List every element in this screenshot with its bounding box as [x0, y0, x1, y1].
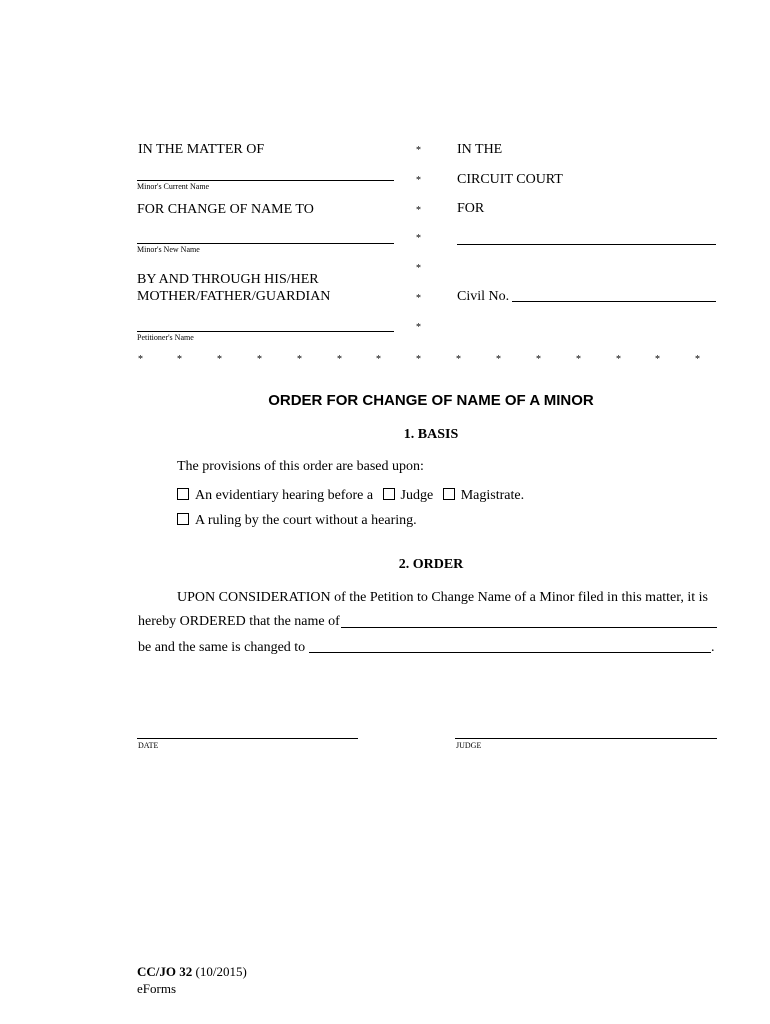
- ruling-without-hearing-label: A ruling by the court without a hearing.: [195, 513, 417, 528]
- mother-father-guardian-label: MOTHER/FATHER/GUARDIAN: [137, 289, 331, 304]
- form-code-date: (10/2015): [195, 964, 247, 979]
- divider-star: *: [655, 354, 660, 365]
- county-field[interactable]: [457, 244, 716, 245]
- judge-signature-field[interactable]: [455, 738, 717, 739]
- basis-intro: The provisions of this order are based upon:: [177, 459, 424, 474]
- ruling-without-hearing-checkbox[interactable]: [177, 513, 189, 525]
- by-and-through-label: BY AND THROUGH HIS/HER: [137, 272, 319, 287]
- divider-star: *: [695, 354, 700, 365]
- divider-star: *: [576, 354, 581, 365]
- magistrate-checkbox-label: Magistrate.: [460, 488, 525, 503]
- minors-new-name-field[interactable]: [137, 243, 394, 244]
- form-code-number: CC/JO 32: [137, 964, 193, 979]
- caption-separator-star: *: [416, 322, 421, 333]
- petitioners-name-field[interactable]: [137, 331, 394, 332]
- basis-heading: 1. BASIS: [403, 427, 459, 442]
- for-label: FOR: [457, 201, 485, 216]
- basis-option-no-hearing: [177, 513, 417, 529]
- caption-separator-star: *: [416, 175, 421, 186]
- basis-option-hearing: [177, 488, 524, 504]
- new-name-field[interactable]: [309, 652, 711, 653]
- circuit-court-label: CIRCUIT COURT: [457, 172, 563, 187]
- judge-checkbox[interactable]: [383, 488, 395, 500]
- order-paragraph-line1: UPON CONSIDERATION of the Petition to Change Name of a Minor filed in this matter, it is: [177, 590, 708, 605]
- order-heading: 2. ORDER: [398, 557, 464, 572]
- civil-no-field[interactable]: [512, 301, 716, 302]
- form-code: [137, 964, 247, 979]
- order-paragraph-line2: hereby ORDERED that the name of: [138, 614, 340, 629]
- in-the-matter-of-label: IN THE MATTER OF: [138, 142, 265, 157]
- for-change-of-name-label: FOR CHANGE OF NAME TO: [137, 202, 314, 217]
- in-the-label: IN THE: [457, 142, 503, 157]
- judge-label: JUDGE: [456, 741, 482, 750]
- divider-star: *: [536, 354, 541, 365]
- caption-separator-star: *: [416, 145, 421, 156]
- caption-separator-star: *: [416, 293, 421, 304]
- divider-star: *: [616, 354, 621, 365]
- order-paragraph-line3: be and the same is changed to: [138, 640, 306, 655]
- evidentiary-hearing-checkbox[interactable]: [177, 488, 189, 500]
- caption-separator-star: *: [416, 263, 421, 274]
- minors-current-name-label: Minor's Current Name: [137, 182, 210, 191]
- star-divider: [0, 355, 770, 365]
- order-period: .: [711, 640, 715, 655]
- magistrate-checkbox[interactable]: [443, 488, 455, 500]
- civil-no-label: Civil No.: [457, 289, 510, 304]
- divider-star: *: [177, 354, 182, 365]
- eforms-label: eForms: [137, 981, 176, 996]
- judge-checkbox-label: Judge: [400, 488, 434, 503]
- divider-star: *: [138, 354, 143, 365]
- page-title: ORDER FOR CHANGE OF NAME OF A MINOR: [268, 392, 594, 409]
- date-label: DATE: [138, 741, 159, 750]
- divider-star: *: [496, 354, 501, 365]
- divider-star: *: [217, 354, 222, 365]
- minors-new-name-label: Minor's New Name: [137, 245, 200, 254]
- divider-star: *: [337, 354, 342, 365]
- current-name-field[interactable]: [341, 627, 717, 628]
- divider-star: *: [376, 354, 381, 365]
- divider-star: *: [297, 354, 302, 365]
- divider-star: *: [456, 354, 461, 365]
- evidentiary-hearing-label: An evidentiary hearing before a: [195, 488, 374, 503]
- divider-star: *: [257, 354, 262, 365]
- date-field[interactable]: [137, 738, 358, 739]
- divider-star: *: [416, 354, 421, 365]
- minors-current-name-field[interactable]: [137, 180, 394, 181]
- caption-separator-star: *: [416, 205, 421, 216]
- caption-separator-star: *: [416, 233, 421, 244]
- petitioners-name-label: Petitioner's Name: [137, 333, 194, 342]
